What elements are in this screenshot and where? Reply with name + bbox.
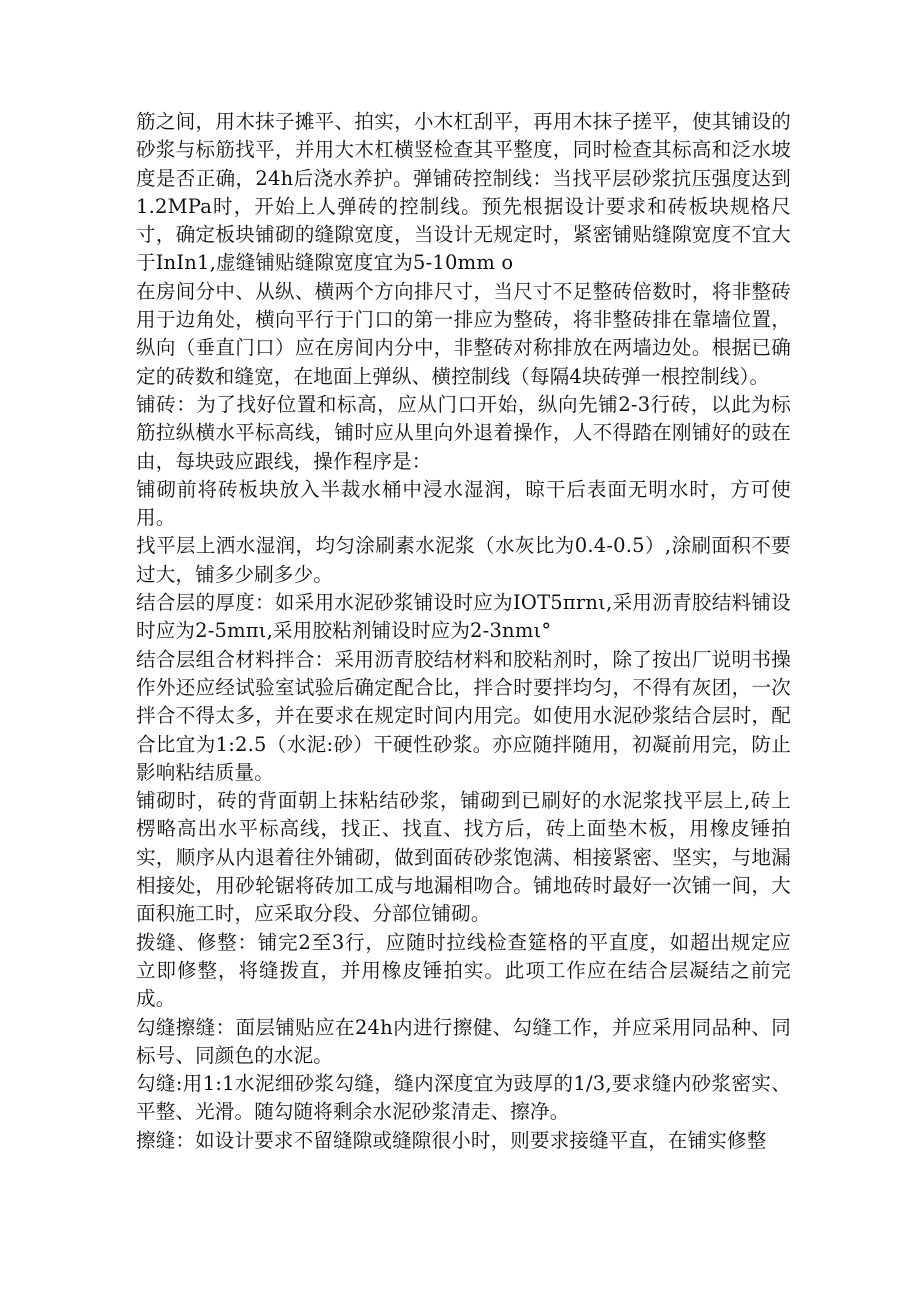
paragraph-joint-adjust: 拨缝、修整：铺完2至3行，应随时拉线检查筵格的平直度，如超出规定应立即修整，将缝拨直，并用橡皮锤拍实。此项工作应在结合层凝结之前完成。 [136,930,791,1011]
paragraph-bond-mixing: 结合层组合材料拌合：采用沥青胶结材料和胶粘剂时，除了按出厂说明书操作外还应经试验室试验后确定配合比，拌合时要拌均匀，不得有灰团，一次拌合不得太多，并在要求在规定时间内用完。如使用水泥砂浆结合层时，配合比宜为1:2.5（水泥:砂）干硬性砂浆。亦应随拌随用，初凝前用完，防止影响粘结质量。 [136,647,791,784]
paragraph-laying-procedure: 铺砌时，砖的背面朝上抹粘结砂浆，铺砌到已刷好的水泥浆找平层上,砖上楞略高出水平标高线，找正、找直、找方后，砖上面垫木板，用橡皮锤拍实，顺序从内退着往外铺砌，做到面砖砂浆饱满、相接紧密、坚实，与地漏相接处，用砂轮锯将砖加工成与地漏相吻合。铺地砖时最好一次铺一间，大面积施工时，应采取分段、分部位铺砌。 [136,789,791,926]
paragraph-tile-laying: 铺砖：为了找好位置和标高，应从门口开始，纵向先铺2-3行砖，以此为标筋拉纵横水平标高线，铺时应从里向外退着操作，人不得踏在刚铺好的豉在由，每块豉应跟线，操作程序是： [136,392,791,473]
paragraph-pointing: 勾缝:用1:1水泥细砂浆勾缝，缝内深度宜为豉厚的1/3,要求缝内砂浆密实、平整、光滑。随勾随将剩余水泥砂浆清走、擦净。 [136,1072,791,1124]
paragraph-soaking: 铺砌前将砖板块放入半裁水桶中浸水湿润，晾干后表面无明水时，方可使用。 [136,477,791,530]
document-body [136,108,791,1155]
paragraph-bond-thickness: 结合层的厚度：如采用水泥砂浆铺设时应为IOT5πrnι,采用沥青胶结料铺设时应为2-5mπι,采用胶粘剂铺设时应为2-3nmι° [136,591,791,643]
paragraph-grouting: 勾缝擦缝：面层铺贴应在24h内进行擦健、勾缝工作，并应采用同品种、同标号、同颜色的水泥。 [136,1015,791,1067]
paragraph-wetting: 找平层上洒水湿润，均匀涂刷素水泥浆（水灰比为0.4-0.5）,涂刷面积不要过大，铺多少刷多少。 [136,534,791,586]
paragraph-tile-leveling: 筋之间，用木抹子摊平、拍实，小木杠刮平，再用木抹子搓平，使其铺设的砂浆与标筋找平，并用大木杠横竖检查其平整度，同时检查其标高和泛水坡度是否正确，24h后浇水养护。弹铺砖控制线：当找平层砂浆抗压强度达到1.2MPa时，开始上人弹砖的控制线。预先根据设计要求和砖板块规格尺寸，确定板块铺砌的缝隙宽度，当设计无规定时，紧密铺贴缝隙宽度不宜大于InIn1,虚缝铺贴缝隙宽度宜为5-10mm o [136,110,791,275]
paragraph-layout-measurement: 在房间分中、从纵、横两个方向排尺寸，当尺寸不足整砖倍数时，将非整砖用于边角处，横向平行于门口的第一排应为整砖，将非整砖排在靠墙位置，纵向（垂直门口）应在房间内分中，非整砖对称排放在两墙边处。根据已确定的砖数和缝宽，在地面上弹纵、横控制线（每隔4块砖弹一根控制线）。 [136,279,791,388]
paragraph-wiping: 擦缝：如设计要求不留缝隙或缝隙很小时，则要求接缝平直，在铺实修整 [136,1128,767,1152]
